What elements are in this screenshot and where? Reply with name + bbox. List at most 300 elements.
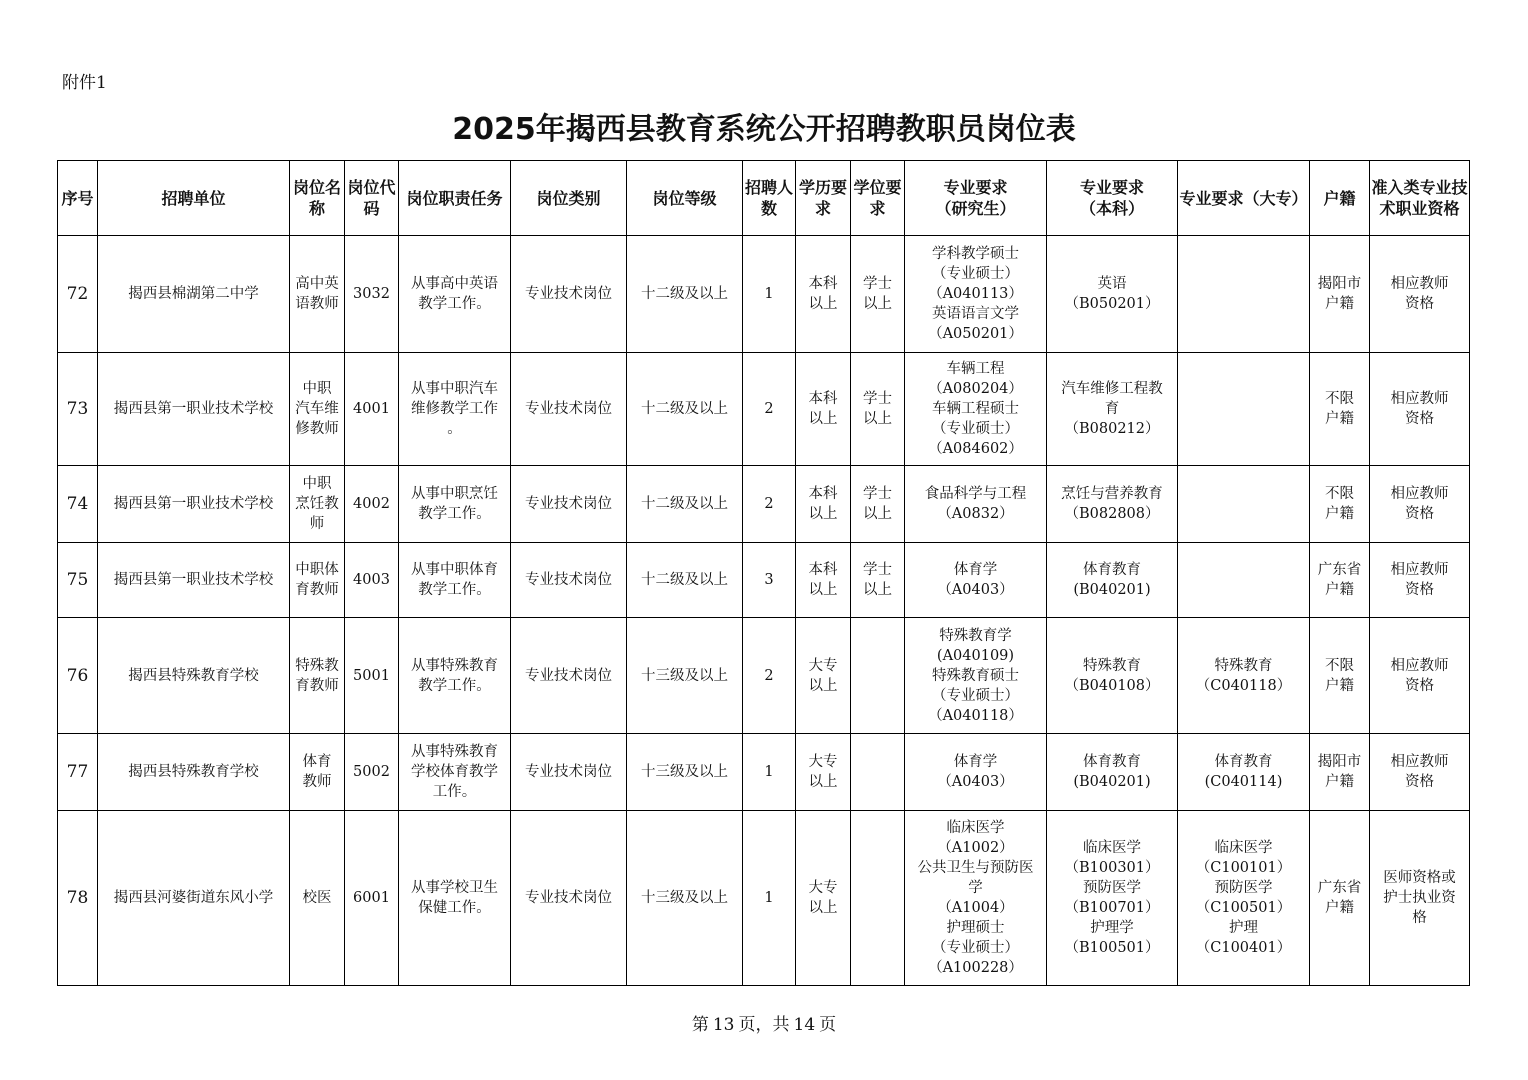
cell-duty-line: 从事特殊教育	[411, 744, 498, 760]
cell-duty-line: 维修教学工作	[411, 401, 498, 417]
header-text: 岗位等级	[652, 188, 717, 208]
header-text: 专业要求	[1179, 188, 1244, 208]
cell-degree	[851, 353, 905, 466]
header-text: 任务	[470, 188, 503, 208]
cell-major-bachelor-line: 临床医学	[1083, 840, 1141, 856]
cell-major-college-line: 护理	[1229, 920, 1258, 936]
cell-level: 十三级及以上	[627, 811, 743, 986]
cell-degree-line: 学士	[863, 391, 892, 407]
cell-post-name-line: 修教师	[295, 421, 339, 437]
header-col-major-grad	[905, 161, 1047, 236]
cell-major-bachelor-line: 汽车维修工程教	[1061, 381, 1163, 397]
cell-level: 十三级及以上	[627, 734, 743, 811]
cell-no: 72	[58, 236, 98, 353]
cell-major-college-line: 体育教育	[1214, 754, 1273, 770]
cell-post-code: 4003	[345, 543, 399, 618]
cell-education-line: 大专	[808, 880, 838, 896]
cell-degree	[851, 543, 905, 618]
cell-major-grad-line: 体育学	[953, 754, 998, 770]
cell-major-grad-line: （A0403）	[937, 582, 1014, 598]
cell-no: 77	[58, 734, 98, 811]
cell-hukou-line: 户籍	[1325, 296, 1354, 312]
cell-category: 专业技术岗位	[511, 543, 627, 618]
cell-post-name-line: 育教师	[295, 677, 339, 694]
cell-major-bachelor-line: （B100301）	[1064, 860, 1160, 876]
cell-qualification	[1370, 618, 1470, 734]
cell-duty	[399, 236, 511, 353]
header-text: 专业要求	[1079, 178, 1144, 197]
cell-hukou-line: 揭阳市	[1317, 276, 1362, 292]
cell-post-name-line: 教师	[302, 774, 332, 790]
cell-hukou	[1310, 466, 1370, 543]
cell-major-college	[1178, 353, 1310, 466]
cell-post-code: 3032	[345, 236, 399, 353]
cell-major-bachelor-line: 护理学	[1090, 920, 1134, 936]
cell-post-name	[290, 353, 345, 466]
cell-major-college-line: (C040114)	[1204, 774, 1283, 790]
cell-degree	[851, 618, 905, 734]
header-col-no	[58, 161, 98, 236]
cell-category: 专业技术岗位	[511, 466, 627, 543]
cell-level: 十二级及以上	[627, 466, 743, 543]
cell-count: 1	[743, 236, 796, 353]
cell-education-line: 以上	[808, 677, 838, 694]
cell-major-grad-line: （专业硕士）	[932, 266, 1019, 282]
cell-major-grad-line: （A100228）	[928, 960, 1023, 976]
cell-education-line: 以上	[808, 900, 838, 916]
cell-major-bachelor-line: （B100501）	[1064, 940, 1160, 956]
cell-qualification-line: 相应教师	[1390, 754, 1449, 770]
cell-post-code: 6001	[345, 811, 399, 986]
cell-major-bachelor-line: 体育教育	[1083, 754, 1141, 770]
cell-major-grad-line: （A040113）	[928, 286, 1023, 302]
cell-unit: 揭西县第一职业技术学校	[98, 466, 290, 543]
cell-major-bachelor	[1047, 466, 1178, 543]
cell-no: 74	[58, 466, 98, 543]
cell-major-grad-line: （A0403）	[937, 774, 1014, 790]
cell-category: 专业技术岗位	[511, 811, 627, 986]
cell-education-line: 以上	[808, 582, 838, 598]
cell-education-line: 以上	[808, 411, 838, 427]
cell-major-grad-line: （A040118）	[928, 707, 1023, 724]
cell-major-grad-line: 学科教学硕士	[932, 246, 1019, 262]
cell-count: 1	[743, 734, 796, 811]
cell-unit: 揭西县第一职业技术学校	[98, 353, 290, 466]
cell-hukou	[1310, 618, 1370, 734]
cell-major-grad	[905, 543, 1047, 618]
header-text: 技术职业资	[1379, 178, 1468, 218]
cell-unit: 揭西县棉湖第二中学	[98, 236, 290, 353]
cell-major-grad-line: 食品科学与工程	[924, 486, 1027, 502]
cell-degree-line: 以上	[863, 411, 892, 427]
cell-major-grad	[905, 236, 1047, 353]
cell-education	[796, 618, 851, 734]
header-text: （本科）	[1079, 199, 1144, 218]
cell-post-name-line: 体育	[302, 754, 332, 770]
cell-category: 专业技术岗位	[511, 236, 627, 353]
cell-education	[796, 811, 851, 986]
cell-qualification-line: 相应教师	[1390, 657, 1449, 674]
cell-hukou-line: 揭阳市	[1317, 754, 1362, 770]
cell-duty	[399, 543, 511, 618]
cell-hukou-line: 户籍	[1325, 506, 1354, 522]
header-col-degree	[851, 161, 905, 236]
cell-major-college	[1178, 543, 1310, 618]
header-col-post-code	[345, 161, 399, 236]
cell-no: 78	[58, 811, 98, 986]
cell-duty-line: 保健工作。	[418, 900, 491, 916]
cell-duty-line: 教学工作。	[418, 677, 491, 694]
cell-hukou-line: 户籍	[1325, 774, 1354, 790]
cell-degree	[851, 811, 905, 986]
cell-qualification-line: 相应教师	[1390, 486, 1449, 502]
cell-education-line: 以上	[808, 506, 838, 522]
cell-level: 十二级及以上	[627, 543, 743, 618]
page-title: 2025年揭西县教育系统公开招聘教职员岗位表	[452, 112, 1076, 147]
cell-hukou-line: 不限	[1325, 657, 1354, 674]
header-text: 号	[77, 188, 94, 208]
cell-level: 十三级及以上	[627, 618, 743, 734]
cell-major-grad-line: （A080204）	[928, 381, 1023, 397]
table-row	[58, 353, 1470, 466]
cell-major-grad	[905, 734, 1047, 811]
cell-major-bachelor-line: 预防医学	[1083, 880, 1141, 896]
cell-major-bachelor-line: （B080212）	[1064, 421, 1160, 437]
cell-degree-line: 学士	[863, 276, 892, 292]
cell-qualification	[1370, 543, 1470, 618]
cell-duty-line: 从事特殊教育	[411, 657, 498, 674]
cell-major-bachelor-line: 烹饪与营养教育	[1061, 486, 1163, 502]
header-col-hukou	[1310, 161, 1370, 236]
cell-post-name-line: 师	[309, 516, 325, 532]
cell-major-college-line: 临床医学	[1214, 840, 1273, 856]
cell-post-name-line: 高中英	[295, 276, 339, 292]
cell-post-code: 5002	[345, 734, 399, 811]
cell-post-code: 4002	[345, 466, 399, 543]
cell-hukou	[1310, 236, 1370, 353]
cell-qualification-line: 护士执业资	[1383, 890, 1456, 906]
cell-major-grad-line: 学	[968, 880, 983, 896]
cell-major-bachelor-line: 育	[1104, 401, 1120, 417]
cell-major-grad-line: (A040109)	[936, 647, 1015, 664]
cell-category: 专业技术岗位	[511, 353, 627, 466]
cell-education	[796, 543, 851, 618]
cell-qualification	[1370, 734, 1470, 811]
cell-duty-line: 教学工作。	[418, 296, 491, 312]
cell-major-college-line: （C100101）	[1195, 860, 1292, 876]
cell-major-college-line: （C040118）	[1195, 677, 1292, 694]
header-col-unit	[98, 161, 290, 236]
cell-hukou-line: 户籍	[1325, 900, 1354, 916]
cell-qualification-line: 格	[1412, 910, 1427, 926]
cell-major-bachelor-line: （B040108）	[1064, 677, 1160, 694]
cell-no: 73	[58, 353, 98, 466]
cell-education	[796, 734, 851, 811]
cell-category: 专业技术岗位	[511, 618, 627, 734]
cell-major-college	[1178, 466, 1310, 543]
header-col-count	[743, 161, 796, 236]
table-row	[58, 466, 1470, 543]
cell-duty-line: 从事中职汽车	[411, 381, 498, 397]
header-text: 学历	[798, 178, 831, 197]
cell-hukou	[1310, 811, 1370, 986]
cell-unit: 揭西县河婆街道东风小学	[98, 811, 290, 986]
cell-qualification-line: 资格	[1405, 774, 1434, 790]
cell-major-grad-line: （专业硕士）	[932, 687, 1019, 704]
cell-major-bachelor-line: 特殊教育	[1083, 657, 1141, 674]
cell-major-college	[1178, 236, 1310, 353]
cell-major-bachelor	[1047, 236, 1178, 353]
table-header-row	[58, 161, 1470, 236]
cell-post-name	[290, 618, 345, 734]
cell-major-grad-line: 体育学	[953, 562, 998, 578]
cell-hukou-line: 不限	[1325, 391, 1354, 407]
cell-hukou-line: 广东省	[1317, 562, 1362, 578]
cell-education-line: 大专	[808, 754, 838, 770]
header-col-duty	[399, 161, 511, 236]
header-col-major-bachelor	[1047, 161, 1178, 236]
cell-duty-line: 学校体育教学	[411, 764, 498, 780]
header-col-category	[511, 161, 627, 236]
cell-duty	[399, 734, 511, 811]
cell-post-name-line: 中职	[302, 476, 332, 492]
header-text: （大专）	[1243, 188, 1308, 208]
cell-duty-line: 从事学校卫生	[411, 880, 498, 896]
cell-major-grad-line: 临床医学	[946, 820, 1005, 836]
cell-duty-line: 。	[447, 421, 462, 437]
cell-count: 2	[743, 353, 796, 466]
cell-hukou	[1310, 353, 1370, 466]
cell-education-line: 本科	[808, 562, 838, 578]
cell-major-college-line: 特殊教育	[1214, 657, 1273, 674]
cell-post-name-line: 中职体	[295, 562, 339, 578]
header-text: 代码	[363, 178, 396, 218]
cell-education-line: 本科	[808, 276, 838, 292]
cell-qualification	[1370, 811, 1470, 986]
cell-degree	[851, 734, 905, 811]
cell-major-grad-line: 特殊教育学	[939, 627, 1012, 644]
cell-major-grad	[905, 466, 1047, 543]
cell-major-grad	[905, 618, 1047, 734]
cell-duty-line: 从事中职烹饪	[411, 486, 498, 502]
cell-duty	[399, 353, 511, 466]
header-text: 准入类专业	[1371, 178, 1452, 197]
table-row	[58, 543, 1470, 618]
footer-page-suffix: 页	[819, 1015, 837, 1035]
cell-major-grad-line: （A1002）	[937, 840, 1014, 856]
cell-degree-line: 学士	[863, 562, 892, 578]
cell-major-college-line: （C100501）	[1195, 900, 1292, 916]
cell-post-name	[290, 543, 345, 618]
table-row	[58, 811, 1470, 986]
cell-major-bachelor	[1047, 734, 1178, 811]
cell-post-name	[290, 236, 345, 353]
cell-major-grad-line: （专业硕士）	[932, 421, 1019, 437]
cell-major-bachelor-line: 体育教育	[1083, 562, 1141, 578]
cell-post-name-line: 汽车维	[295, 401, 339, 417]
cell-degree-line: 以上	[863, 296, 892, 312]
cell-post-code: 4001	[345, 353, 399, 466]
cell-no: 76	[58, 618, 98, 734]
cell-duty	[399, 466, 511, 543]
cell-count: 2	[743, 466, 796, 543]
cell-major-grad-line: （专业硕士）	[932, 940, 1019, 956]
page-footer	[0, 1010, 1528, 1035]
job-positions-table	[57, 160, 1470, 986]
cell-qualification-line: 资格	[1405, 677, 1434, 694]
header-text: 岗位	[347, 178, 380, 197]
cell-education	[796, 466, 851, 543]
header-col-post-name	[290, 161, 345, 236]
cell-duty-line: 工作。	[432, 784, 477, 800]
header-text: 招聘单位	[161, 188, 226, 208]
cell-major-college	[1178, 734, 1310, 811]
cell-education-line: 本科	[808, 391, 838, 407]
header-text: 要求	[814, 178, 848, 218]
header-text: 要求	[869, 178, 902, 218]
header-text: 户籍	[1323, 188, 1356, 208]
table-row	[58, 236, 1470, 353]
cell-education-line: 以上	[808, 774, 838, 790]
footer-page-total: 14	[793, 1015, 816, 1035]
cell-major-grad-line: 公共卫生与预防医	[917, 860, 1034, 876]
cell-major-bachelor	[1047, 811, 1178, 986]
cell-major-bachelor-line: （B050201）	[1064, 296, 1160, 312]
header-text: 岗位类别	[536, 188, 601, 208]
cell-major-bachelor	[1047, 618, 1178, 734]
cell-post-code: 5001	[345, 618, 399, 734]
cell-level: 十二级及以上	[627, 353, 743, 466]
cell-post-name	[290, 466, 345, 543]
cell-unit: 揭西县特殊教育学校	[98, 734, 290, 811]
cell-qualification-line: 资格	[1405, 582, 1434, 598]
cell-major-college	[1178, 811, 1310, 986]
cell-count: 2	[743, 618, 796, 734]
header-text: （研究生）	[935, 199, 1016, 218]
cell-education	[796, 236, 851, 353]
cell-degree-line: 以上	[863, 582, 892, 598]
table-row	[58, 618, 1470, 734]
header-text: 岗位	[292, 178, 325, 197]
cell-qualification-line: 相应教师	[1390, 276, 1449, 292]
header-text: 专业要求	[943, 178, 1008, 197]
header-text: 人数	[760, 178, 794, 218]
cell-hukou	[1310, 543, 1370, 618]
cell-qualification-line: 医师资格或	[1383, 870, 1456, 886]
cell-qualification-line: 相应教师	[1390, 391, 1449, 407]
cell-post-name-line: 特殊教	[295, 657, 339, 674]
cell-major-bachelor-line: (B040201)	[1073, 774, 1151, 790]
cell-major-college-line: （C100401）	[1195, 940, 1292, 956]
cell-degree-line: 学士	[863, 486, 892, 502]
cell-duty-line: 从事高中英语	[411, 276, 498, 292]
cell-unit: 揭西县第一职业技术学校	[98, 543, 290, 618]
cell-major-grad-line: （A0832）	[937, 506, 1014, 522]
cell-post-name-line: 育教师	[295, 582, 339, 598]
cell-hukou-line: 户籍	[1325, 582, 1354, 598]
cell-count: 3	[743, 543, 796, 618]
cell-hukou-line: 广东省	[1317, 880, 1362, 896]
header-col-education	[796, 161, 851, 236]
cell-hukou-line: 户籍	[1325, 411, 1354, 427]
cell-duty-line: 教学工作。	[418, 582, 491, 598]
cell-duty-line: 从事中职体育	[411, 562, 498, 578]
cell-education-line: 本科	[808, 486, 838, 502]
cell-major-grad-line: （A084602）	[928, 441, 1023, 457]
attachment-label: 附件1	[62, 73, 107, 93]
header-text: 招聘	[744, 178, 777, 197]
cell-post-name-line: 烹饪教	[295, 496, 339, 512]
cell-duty	[399, 618, 511, 734]
footer-page-prefix: 第	[691, 1015, 709, 1035]
cell-major-bachelor-line: (B040201)	[1073, 582, 1151, 598]
footer-page-current: 13	[712, 1015, 735, 1035]
cell-post-name-line: 中职	[302, 381, 332, 397]
cell-major-bachelor-line: 英语	[1097, 276, 1127, 292]
cell-degree	[851, 466, 905, 543]
cell-qualification	[1370, 466, 1470, 543]
cell-major-bachelor	[1047, 543, 1178, 618]
cell-level: 十二级及以上	[627, 236, 743, 353]
cell-major-bachelor-line: （B100701）	[1064, 900, 1160, 916]
cell-post-name-line: 校医	[302, 890, 332, 906]
cell-qualification	[1370, 353, 1470, 466]
cell-hukou	[1310, 734, 1370, 811]
cell-unit: 揭西县特殊教育学校	[98, 618, 290, 734]
cell-hukou-line: 户籍	[1325, 677, 1354, 694]
cell-degree	[851, 236, 905, 353]
cell-category: 专业技术岗位	[511, 734, 627, 811]
cell-major-college-line: 预防医学	[1214, 880, 1273, 896]
cell-count: 1	[743, 811, 796, 986]
cell-major-bachelor	[1047, 353, 1178, 466]
cell-qualification-line: 相应教师	[1390, 562, 1449, 578]
cell-no: 75	[58, 543, 98, 618]
cell-duty	[399, 811, 511, 986]
cell-major-grad	[905, 353, 1047, 466]
header-text: 格	[1443, 199, 1460, 218]
cell-duty-line: 教学工作。	[418, 506, 491, 522]
header-text: 岗位职责	[406, 188, 471, 208]
cell-major-bachelor-line: （B082808）	[1064, 506, 1160, 522]
cell-education-line: 以上	[808, 296, 838, 312]
cell-qualification-line: 资格	[1405, 506, 1434, 522]
table-row	[58, 734, 1470, 811]
cell-post-name	[290, 811, 345, 986]
cell-qualification-line: 资格	[1405, 296, 1434, 312]
footer-page-mid: 页，共	[738, 1015, 790, 1035]
cell-major-grad-line: 车辆工程硕士	[932, 401, 1019, 417]
header-text: 序	[61, 188, 78, 208]
cell-major-grad-line: 车辆工程	[946, 361, 1005, 377]
header-text: 名称	[308, 178, 342, 218]
header-col-level	[627, 161, 743, 236]
cell-qualification-line: 资格	[1405, 411, 1434, 427]
cell-education-line: 大专	[808, 657, 838, 674]
cell-major-grad-line: （A1004）	[937, 900, 1014, 916]
cell-education	[796, 353, 851, 466]
cell-major-grad-line: （A050201）	[928, 326, 1023, 342]
cell-major-grad-line: 护理硕士	[946, 920, 1005, 936]
header-text: 学位	[853, 178, 886, 197]
cell-post-name-line: 语教师	[295, 296, 339, 312]
cell-post-name	[290, 734, 345, 811]
header-col-qualification	[1370, 161, 1470, 236]
cell-degree-line: 以上	[863, 506, 892, 522]
cell-major-grad-line: 特殊教育硕士	[932, 667, 1019, 684]
header-col-major-college	[1178, 161, 1310, 236]
cell-qualification	[1370, 236, 1470, 353]
